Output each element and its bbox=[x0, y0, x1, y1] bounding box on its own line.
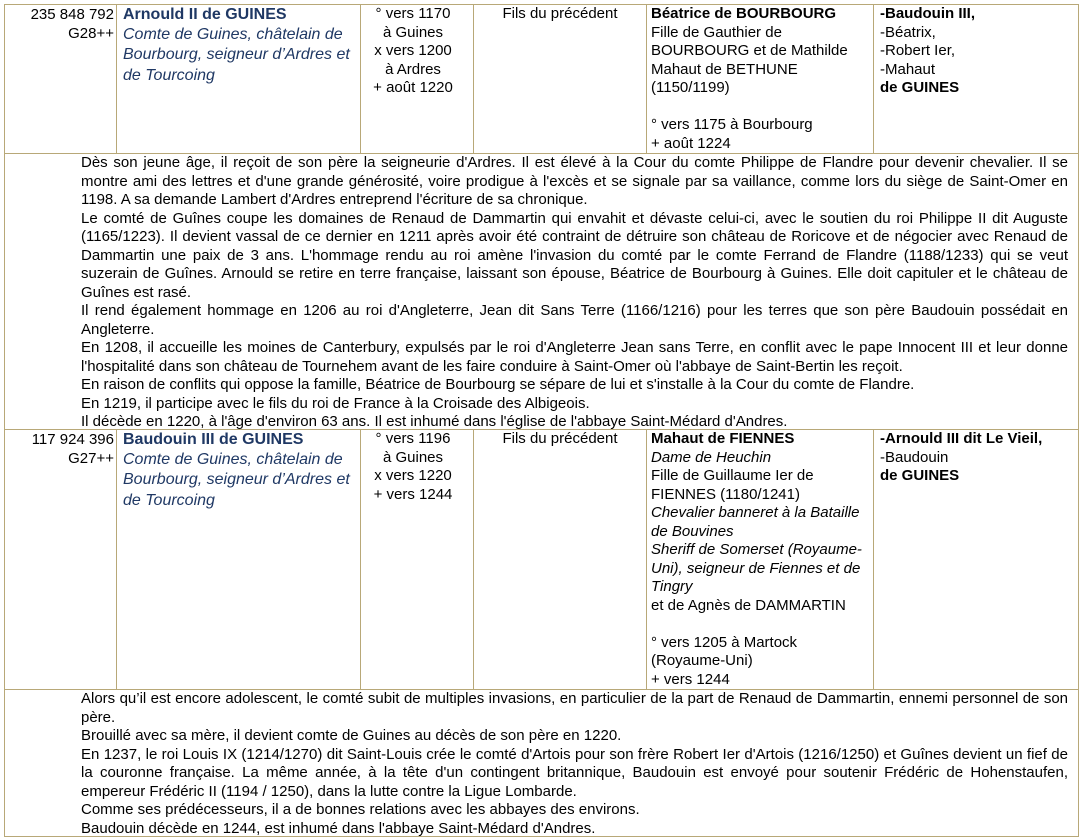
person-cell bbox=[117, 430, 361, 690]
sosa-number-cell bbox=[5, 430, 117, 690]
spouse-line: Chevalier banneret à la Bataille de Bouvines bbox=[651, 504, 860, 540]
spouse-line: et de Agnès de DAMMARTIN bbox=[651, 596, 846, 614]
bio-paragraph: En raison de conflits qui oppose la famille, Béatrice de Bourbourg se sépare de lui et s'installe à la Cour du comte de Flandre. bbox=[81, 376, 915, 393]
children-cell bbox=[874, 5, 1079, 154]
sosa-number: 235 848 792 bbox=[30, 6, 114, 23]
child-line: de GUINES bbox=[880, 467, 960, 484]
spouse-name: Béatrice de BOURBOURG bbox=[651, 5, 837, 22]
children-cell bbox=[874, 430, 1079, 690]
parentage-text: Fils du précédent bbox=[502, 5, 618, 22]
generation-code: G28++ bbox=[68, 24, 114, 42]
spouse-line: + vers 1244 bbox=[651, 670, 730, 688]
spouse-line: ° vers 1205 à Martock (Royaume-Uni) bbox=[651, 633, 798, 669]
bio-paragraph: Comme ses prédécesseurs, il a de bonnes relations avec les abbayes des environs. bbox=[81, 801, 640, 818]
person-titles: Comte de Guines, châtelain de Bourbourg, seigneur d’Ardres et de Tourcoing bbox=[123, 450, 350, 509]
spouse-line: + août 1224 bbox=[651, 134, 731, 152]
bio-paragraph: En 1219, il participe avec le fils du roi de France à la Croisade des Albigeois. bbox=[81, 394, 590, 412]
spouse-cell bbox=[647, 5, 874, 154]
spouse-line bbox=[651, 98, 873, 117]
spouse-name: Mahaut de FIENNES bbox=[651, 430, 795, 447]
person-row bbox=[5, 5, 1079, 154]
child-line: -Baudouin III, bbox=[880, 5, 975, 22]
bio-paragraph: Il rend également hommage en 1206 au roi d'Angleterre, Jean dit Sans Terre (1166/1216) pour les terres que son père Baudouin possédait en Angleterre. bbox=[81, 302, 1068, 338]
generation-code: G27++ bbox=[68, 449, 114, 467]
parentage-text: Fils du précédent bbox=[502, 430, 618, 447]
date-line: ° vers 1170 bbox=[375, 5, 451, 22]
sosa-number: 117 924 396 bbox=[31, 431, 114, 448]
bio-paragraph: Le comté de Guînes coupe les domaines de Renaud de Dammartin qui envahit et dévaste celui-ci, avec le soutien du roi Philippe II dit Auguste (1165/1223). Il devient vassal de ce dernier en 1211 après avoir été contraint de détruire son château de Roricove et de négocier avec Renaud de Dammartin une paix de 3 ans. L'hommage rendu au roi amène l'invasion du comté par le comte Ferrand de Flandre (1188/1233) qui se veut suzerain de Guînes. Arnould se retire en terre française, laissant son épouse, Béatrice de Bourbourg à Guines. Elle doit capituler et le château de Guînes est rasé. bbox=[81, 209, 1068, 301]
sosa-number-cell bbox=[5, 5, 117, 154]
bio-paragraph: Brouillé avec sa mère, il devient comte de Guines au décès de son père en 1220. bbox=[81, 727, 622, 744]
spouse-line: Sheriff de Somerset (Royaume-Uni), seigneur de Fiennes et de Tingry bbox=[651, 541, 862, 595]
parentage-cell bbox=[474, 430, 647, 690]
person-name: Arnould II de GUINES bbox=[123, 6, 287, 23]
person-titles: Comte de Guines, châtelain de Bourbourg, seigneur d’Ardres et de Tourcoing bbox=[123, 25, 350, 84]
child-line: de GUINES bbox=[880, 79, 960, 96]
biography-cell bbox=[5, 690, 1079, 837]
child-line: -Arnould III dit Le Vieil, bbox=[880, 430, 1043, 447]
genealogy-table bbox=[4, 4, 1079, 837]
spouse-line: Fille de Guillaume Ier de FIENNES (1180/1241) bbox=[651, 467, 814, 503]
child-line: -Mahaut bbox=[880, 60, 936, 78]
biography-row bbox=[5, 690, 1079, 837]
dates-cell bbox=[361, 5, 474, 154]
date-line: + vers 1244 bbox=[373, 485, 453, 503]
spouse-line: Dame de Heuchin bbox=[651, 448, 772, 466]
dates-cell bbox=[361, 430, 474, 690]
person-row bbox=[5, 430, 1079, 690]
child-line: -Robert Ier, bbox=[880, 42, 956, 59]
date-line: à Ardres bbox=[385, 60, 441, 78]
bio-paragraph: En 1237, le roi Louis IX (1214/1270) dit Saint-Louis crée le comté d'Artois pour son frère Robert Ier d'Artois (1216/1250) et Guînes devient un fief de la couronne française. La même année, à la tête d'un contingent britannique, Baudouin est envoyé pour soutenir Frédéric de Hohenstaufen, empereur Frédéric II (1194 / 1250), dans la lutte contre la Ligue Lombarde. bbox=[81, 745, 1068, 800]
biography-row bbox=[5, 154, 1079, 430]
bio-paragraph: Alors qu’il est encore adolescent, le comté subit de multiples invasions, en particulier de la part de Renaud de Dammartin, ennemi personnel de son père. bbox=[81, 690, 1068, 726]
date-line: à Guines bbox=[382, 448, 444, 466]
spouse-cell bbox=[647, 430, 874, 690]
date-line: ° vers 1196 bbox=[375, 430, 451, 447]
bio-paragraph: Dès son jeune âge, il reçoit de son père la seigneurie d'Ardres. Il est élevé à la Cour du comte Philippe de Flandre pour devenir chevalier. Il se montre ami des lettres et d'une grande générosité, voire prodigue à l'excès et se signale par sa vaillance, comme lors du siège de Saint-Omer en 1198. A sa demande Lambert d'Ardres entreprend l'écriture de sa chronique. bbox=[81, 154, 1068, 208]
child-line: -Béatrix, bbox=[880, 23, 936, 41]
date-line: + août 1220 bbox=[373, 79, 453, 96]
person-name: Baudouin III de GUINES bbox=[123, 431, 304, 448]
biography-cell bbox=[5, 154, 1079, 430]
spouse-line: Fille de Gauthier de BOURBOURG et de Mathilde Mahaut de BETHUNE (1150/1199) bbox=[651, 23, 848, 96]
bio-paragraph: En 1208, il accueille les moines de Canterbury, expulsés par le roi d'Angleterre Jean sans Terre, en conflit avec le pape Innocent III et leur donne l'hospitalité dans son château de Tournehem avant de les faire conduire à Saint-Omer où l'abbaye de Saint-Bertin les reçoit. bbox=[81, 339, 1068, 375]
bio-paragraph: Il décède en 1220, à l'âge d'environ 63 ans. Il est inhumé dans l'église de l'abbaye Saint-Médard d'Andres. bbox=[81, 413, 788, 430]
parentage-cell bbox=[474, 5, 647, 154]
date-line: à Guines bbox=[382, 23, 444, 41]
spouse-line: ° vers 1175 à Bourbourg bbox=[651, 116, 813, 133]
child-line: -Baudouin bbox=[880, 448, 949, 466]
date-line: x vers 1220 bbox=[374, 467, 452, 484]
person-cell bbox=[117, 5, 361, 154]
spouse-line bbox=[651, 615, 873, 634]
bio-paragraph: Baudouin décède en 1244, est inhumé dans l'abbaye Saint-Médard d'Andres. bbox=[81, 819, 596, 837]
date-line: x vers 1200 bbox=[374, 42, 452, 59]
